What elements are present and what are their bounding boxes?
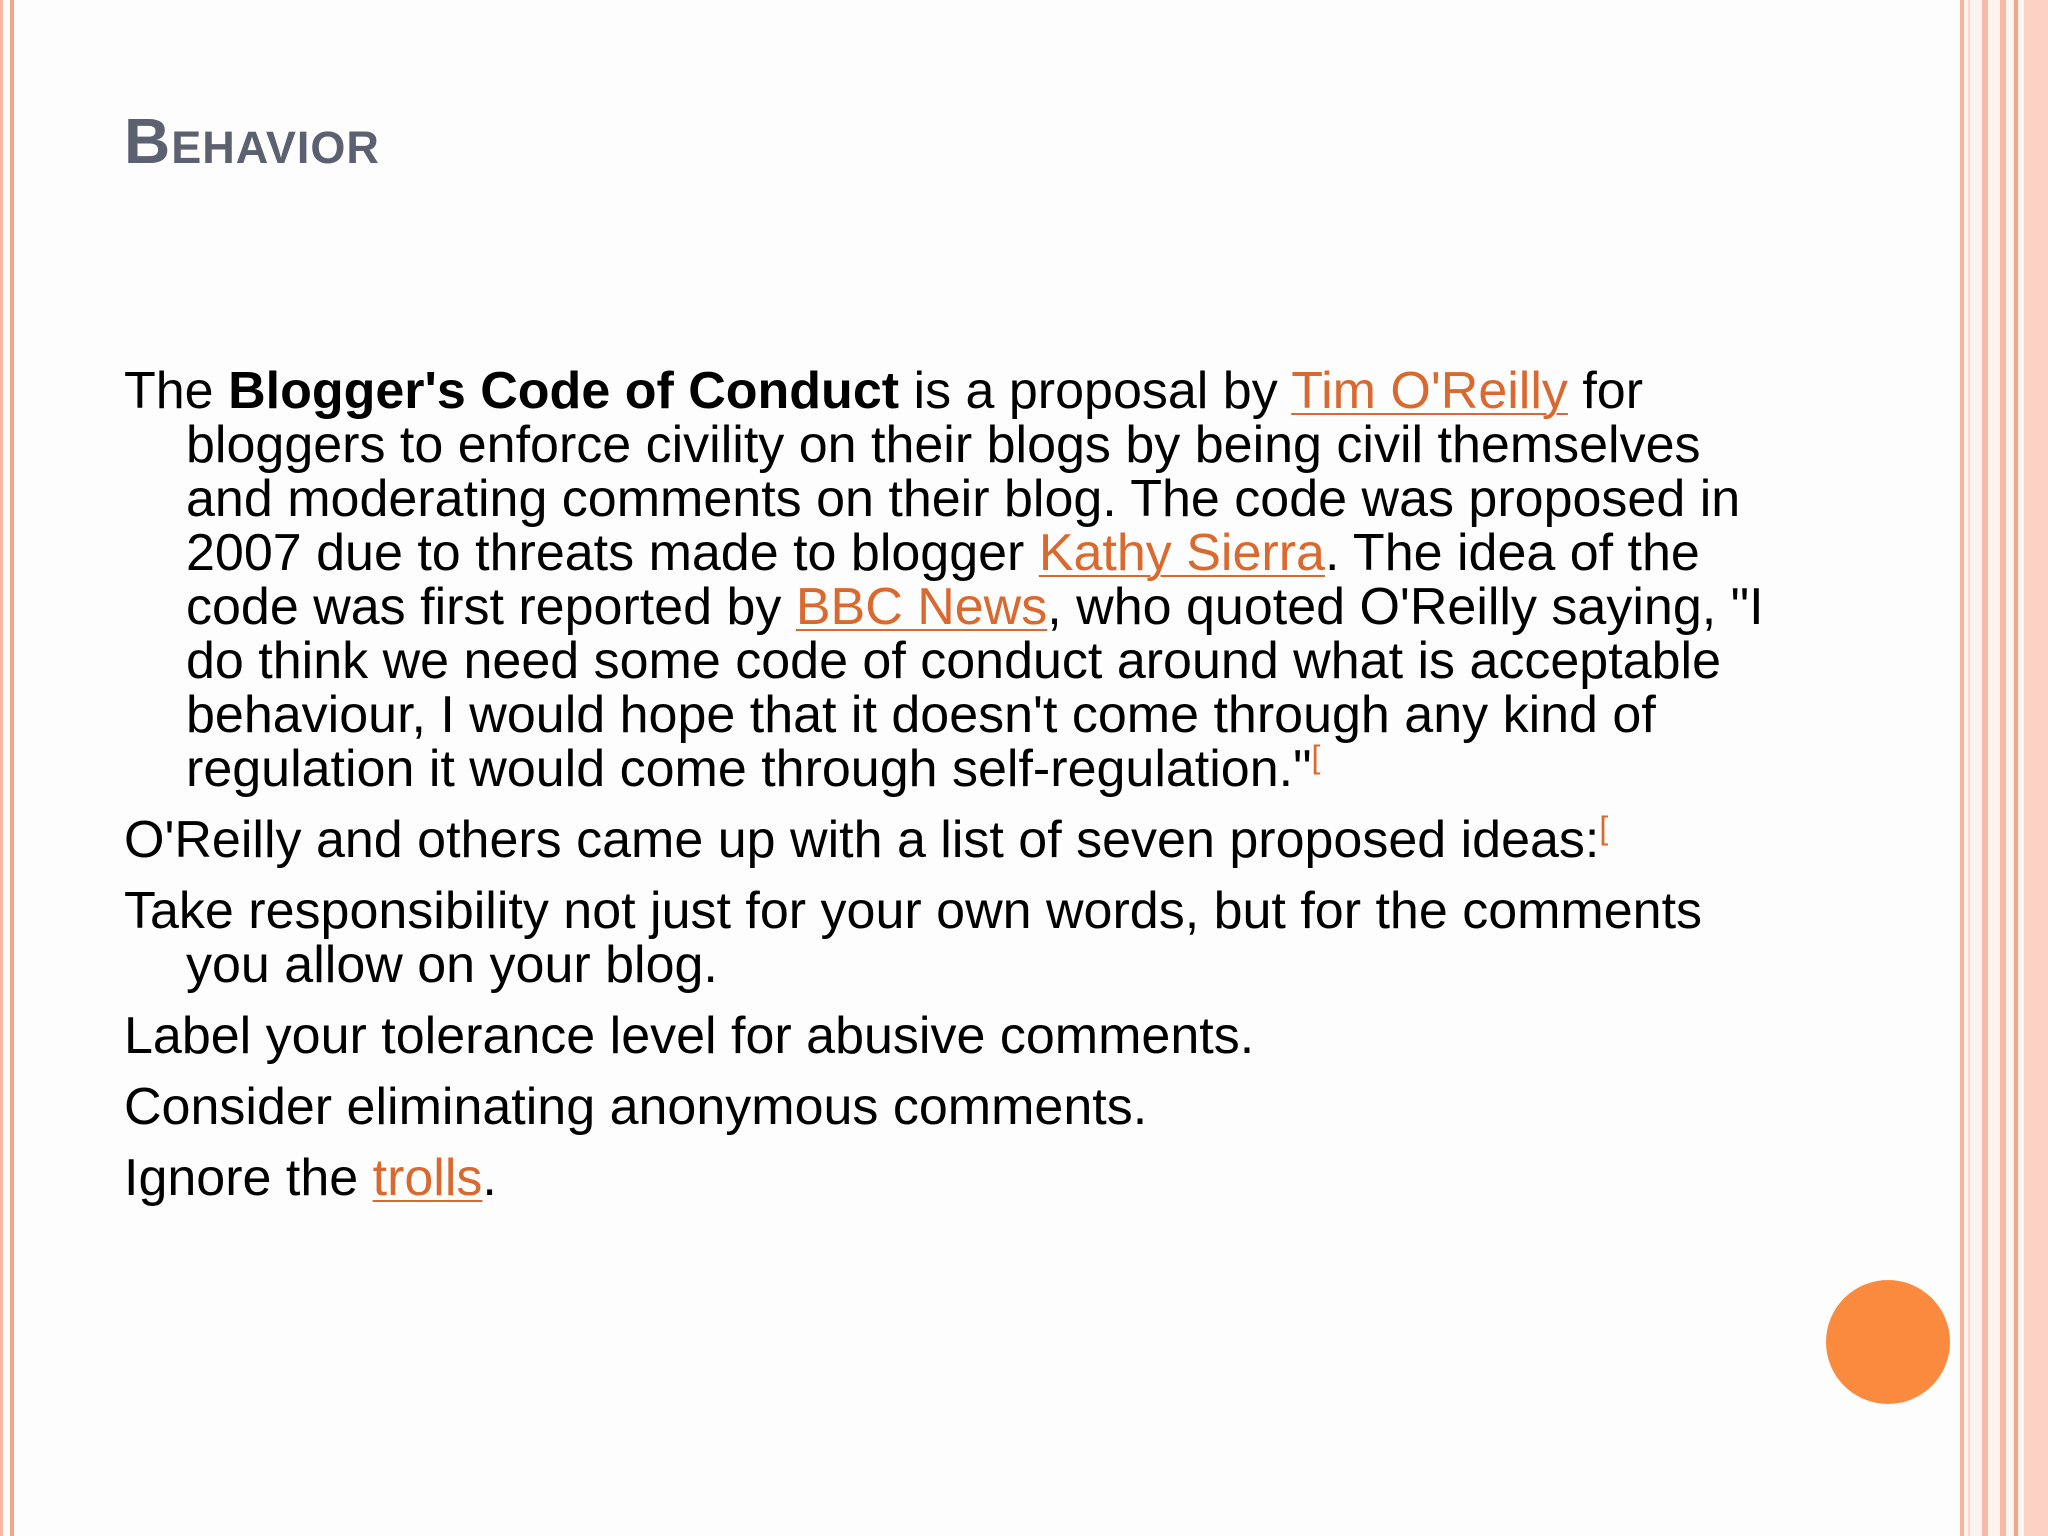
reference-link[interactable]: [ — [1311, 739, 1321, 775]
paragraph-text: Take responsibility not just for your own words, but for the comments you allow on your blog. — [124, 882, 1703, 994]
left-border-stripe — [0, 0, 3, 1536]
right-border-stripe — [1968, 0, 1970, 1536]
right-border-stripe — [2024, 0, 2048, 1536]
bold-term: Blogger's Code of Conduct — [228, 362, 900, 420]
link-bbc-news[interactable]: BBC News — [795, 578, 1048, 636]
paragraph-text: . — [482, 1149, 497, 1207]
right-border-stripe — [1960, 0, 1964, 1536]
link-kathy-sierra[interactable]: Kathy Sierra — [1038, 524, 1325, 582]
paragraph-text: The — [124, 362, 229, 420]
right-border-stripe — [2014, 0, 2018, 1536]
paragraph-text: . The idea of the code was first reported by — [186, 524, 1700, 636]
paragraph-text: Label your tolerance level for abusive comments. — [124, 1007, 1255, 1065]
paragraph-text: Ignore the — [124, 1149, 373, 1207]
paragraph-text: , who quoted O'Reilly saying, "I do think we need some code of conduct around what is acceptable behaviour, I would hope that it doesn't come through any kind of regulation it would come through self-regulation." — [186, 578, 1764, 798]
paragraph-code-of-conduct — [124, 364, 1764, 796]
slide-body — [124, 364, 1764, 1222]
reference-link[interactable]: [ — [1599, 810, 1609, 846]
paragraph-text: for bloggers to enforce civility on their blogs by being civil themselves and moderating comments on their blog. The code was proposed in 2007 due to threats made to blogger — [186, 362, 1741, 582]
paragraph-seven-ideas — [124, 810, 1764, 869]
paragraph-anonymous-comments — [124, 1080, 1764, 1134]
decorative-circle — [1826, 1280, 1950, 1404]
link-tim-oreilly[interactable]: Tim O'Reilly — [1291, 362, 1568, 420]
paragraph-text: is a proposal by — [899, 362, 1292, 420]
left-border-stripe — [10, 0, 14, 1536]
paragraph-ignore-trolls — [124, 1151, 1764, 1205]
paragraph-take-responsibility — [124, 884, 1764, 992]
link-trolls[interactable]: trolls — [372, 1149, 483, 1207]
right-border-stripe — [2000, 0, 2006, 1536]
right-border-stripe — [1982, 0, 1988, 1536]
paragraph-label-tolerance — [124, 1009, 1764, 1063]
slide-title: Behavior — [124, 105, 380, 177]
paragraph-text: Consider eliminating anonymous comments. — [124, 1078, 1148, 1136]
paragraph-text: O'Reilly and others came up with a list of seven proposed ideas: — [124, 811, 1600, 869]
